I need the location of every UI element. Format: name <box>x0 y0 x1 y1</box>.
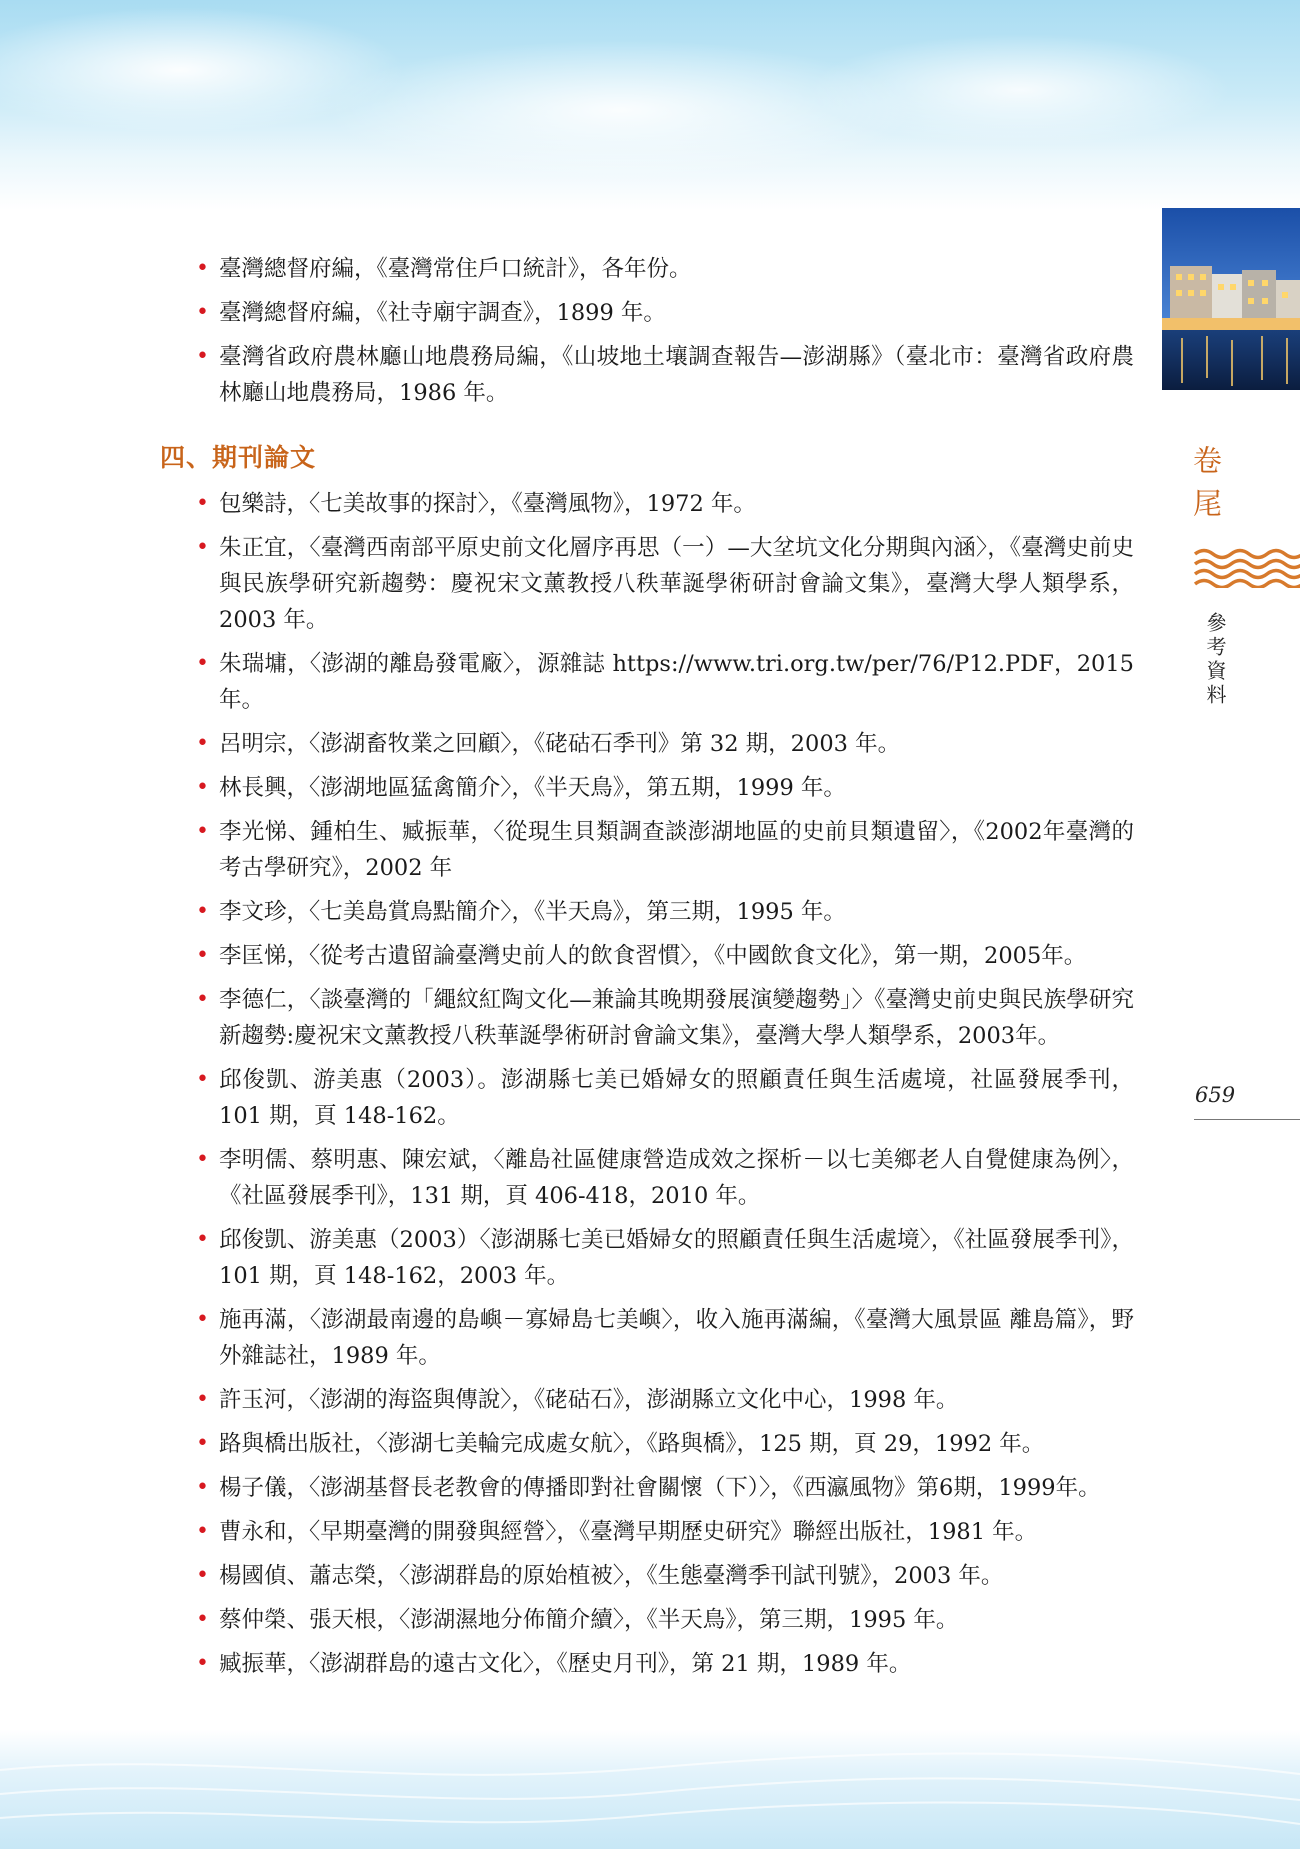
bullet-icon: • <box>196 731 209 756</box>
category-label: 參考資料 <box>1203 612 1227 708</box>
bullet-icon: • <box>196 491 209 516</box>
reference-entry: • 路與橋出版社，〈澎湖七美輪完成處女航〉，《路與橋》，125 期，頁 29，1992 年。 <box>196 1426 1134 1462</box>
reference-entry: • 蔡仲榮、張天根，〈澎湖濕地分佈簡介續〉，《半天鳥》，第三期，1995 年。 <box>196 1602 1134 1638</box>
bullet-icon: • <box>196 300 209 325</box>
sea-footer-background <box>0 1730 1300 1849</box>
reference-entry: • 呂明宗，〈澎湖畜牧業之回顧〉，《硓𥑮石季刊》第 32 期，2003 年。 <box>196 726 1134 762</box>
reference-entry: • 臧振華，〈澎湖群島的遠古文化〉，《歷史月刊》，第 21 期，1989 年。 <box>196 1646 1134 1682</box>
bullet-icon: • <box>196 775 209 800</box>
reference-entry: • 朱瑞墉，〈澎湖的離島發電廠〉，源雜誌 https://www.tri.org.tw/per/76/P12.PDF，2015 年。 <box>196 646 1134 718</box>
bullet-icon: • <box>196 1431 209 1456</box>
reference-entry: • 邱俊凱、游美惠（2003）。澎湖縣七美已婚婦女的照顧責任與生活處境，社區發展季刊，101 期，頁 148-162。 <box>196 1062 1134 1134</box>
reference-entry: • 李明儒、蔡明惠、陳宏斌，〈離島社區健康營造成效之探析－以七美鄉老人自覺健康為例〉，《社區發展季刊》，131 期，頁 406-418，2010 年。 <box>196 1142 1134 1214</box>
bullet-icon: • <box>196 1387 209 1412</box>
sky-header-background <box>0 0 1300 210</box>
harbor-photo-thumbnail <box>1162 208 1300 390</box>
journal-reference-list <box>196 486 1134 1690</box>
reference-entry: • 李匡悌，〈從考古遺留論臺灣史前人的飲食習慣〉，《中國飲食文化》，第一期，2005年。 <box>196 938 1134 974</box>
reference-entry: • 曹永和，〈早期臺灣的開發與經營〉，《臺灣早期歷史研究》聯經出版社，1981 年。 <box>196 1514 1134 1550</box>
bullet-icon: • <box>196 943 209 968</box>
reference-entry: • 李光悌、鍾柏生、臧振華，〈從現生貝類調查談澎湖地區的史前貝類遺留〉，《2002年臺灣的考古學研究》，2002 年 <box>196 814 1134 886</box>
reference-entry: • 包樂詩，〈七美故事的探討〉，《臺灣風物》，1972 年。 <box>196 486 1134 522</box>
bullet-icon: • <box>196 1651 209 1676</box>
reference-entry: • 李德仁，〈談臺灣的「繩紋紅陶文化—兼論其晚期發展演變趨勢」〉《臺灣史前史與民族學研究新趨勢:慶祝宋文薰教授八秩華誕學術研討會論文集》，臺灣大學人類學系，2003年。 <box>196 982 1134 1054</box>
bullet-icon: • <box>196 1607 209 1632</box>
reference-entry: • 朱正宜，〈臺灣西南部平原史前文化層序再思（一）—大坌坑文化分期與內涵〉，《臺灣史前史與民族學研究新趨勢：慶祝宋文薰教授八秩華誕學術研討會論文集》，臺灣大學人類學系，2003 年。 <box>196 530 1134 638</box>
reference-entry: • 施再滿，〈澎湖最南邊的島嶼－寡婦島七美嶼〉，收入施再滿編，《臺灣大風景區 離島篇》，野外雜誌社，1989 年。 <box>196 1302 1134 1374</box>
reference-entry: • 楊國偵、蕭志榮，〈澎湖群島的原始植被〉，《生態臺灣季刊試刊號》，2003 年。 <box>196 1558 1134 1594</box>
reference-entry: • 臺灣總督府編，《社寺廟宇調查》，1899 年。 <box>196 295 1134 331</box>
bullet-icon: • <box>196 1307 209 1332</box>
page-number: 659 <box>1195 1083 1236 1107</box>
reference-entry: • 楊子儀，〈澎湖基督長老教會的傳播即對社會關懷（下）〉，《西瀛風物》第6期，1999年。 <box>196 1470 1134 1506</box>
pre-section-reference-list <box>196 251 1134 419</box>
bullet-icon: • <box>196 1475 209 1500</box>
wave-ornament <box>1193 548 1300 588</box>
bullet-icon: • <box>196 1227 209 1252</box>
bullet-icon: • <box>196 1067 209 1092</box>
reference-entry: • 林長興，〈澎湖地區猛禽簡介〉，《半天鳥》，第五期，1999 年。 <box>196 770 1134 806</box>
bullet-icon: • <box>196 1519 209 1544</box>
bullet-icon: • <box>196 651 209 676</box>
bullet-icon: • <box>196 535 209 560</box>
bullet-icon: • <box>196 1563 209 1588</box>
bullet-icon: • <box>196 344 209 369</box>
reference-entry: • 臺灣總督府編，《臺灣常住戶口統計》，各年份。 <box>196 251 1134 287</box>
reference-entry: • 李文珍，〈七美島賞鳥點簡介〉，《半天鳥》，第三期，1995 年。 <box>196 894 1134 930</box>
bullet-icon: • <box>196 256 209 281</box>
reference-entry: • 邱俊凱、游美惠（2003）〈澎湖縣七美已婚婦女的照顧責任與生活處境〉，《社區發展季刊》，101 期，頁 148-162，2003 年。 <box>196 1222 1134 1294</box>
volume-label: 卷尾 <box>1189 445 1223 531</box>
reference-entry: • 許玉河，〈澎湖的海盜與傳說〉，《硓𥑮石》，澎湖縣立文化中心，1998 年。 <box>196 1382 1134 1418</box>
section-heading: 四、期刊論文 <box>160 443 317 472</box>
bullet-icon: • <box>196 987 209 1012</box>
bullet-icon: • <box>196 1147 209 1172</box>
page-number-rule <box>1194 1119 1300 1120</box>
reference-entry: • 臺灣省政府農林廳山地農務局編，《山坡地土壤調查報告—澎湖縣》（臺北市：臺灣省政府農林廳山地農務局，1986 年。 <box>196 339 1134 411</box>
bullet-icon: • <box>196 819 209 844</box>
bullet-icon: • <box>196 899 209 924</box>
